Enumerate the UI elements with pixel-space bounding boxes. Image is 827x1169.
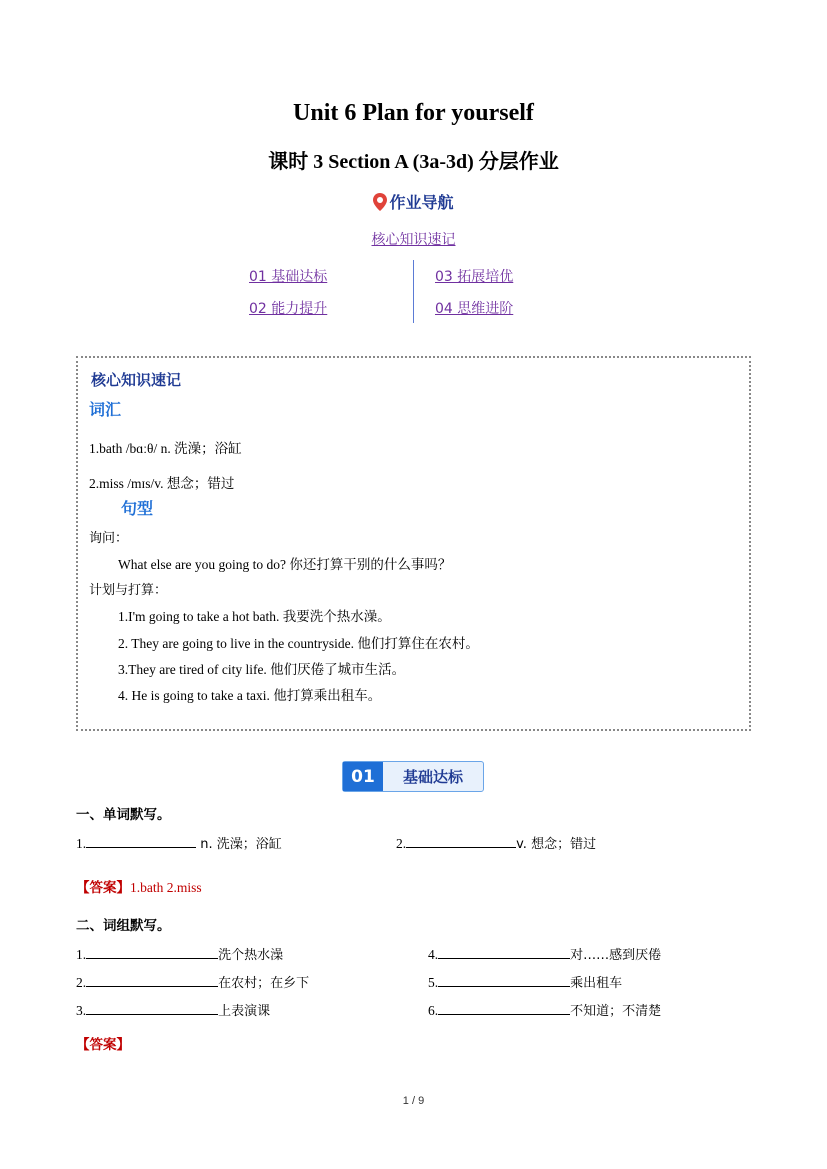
plan-label: 计划与打算： [89, 583, 168, 598]
q1-item-1-text: n. 洗澡；浴缸 [196, 837, 282, 852]
plan-sentence-2: 2. They are going to live in the countryside. 他们打算住在农村。 [118, 636, 479, 651]
homework-nav-title [0, 190, 827, 213]
q1-item-1 [76, 833, 282, 852]
q1-item-2-text: v. 想念；错过 [516, 837, 597, 852]
q2-item-5 [428, 972, 622, 991]
q2-item-5-num: 5. [428, 975, 439, 990]
q2-item-3 [76, 1000, 270, 1019]
q2-item-6-num: 6. [428, 1003, 439, 1018]
q2-answer-tag: 【答案】 [76, 1037, 130, 1053]
q2-item-1 [76, 944, 283, 963]
q1-item-2 [396, 833, 596, 852]
core-knowledge-tag: 核心知识速记 [91, 371, 182, 389]
document-title: Unit 6 Plan for yourself [293, 100, 534, 126]
section-badge [342, 761, 484, 792]
q2-item-1-text: 洗个热水澡 [218, 948, 284, 963]
q1-answer-text: 1.bath 2.miss [130, 880, 202, 895]
q2-item-5-text: 乘出租车 [570, 976, 623, 991]
q2-item-4-text: 对……感到厌倦 [570, 948, 662, 963]
ask-sentence: What else are you going to do? 你还打算干别的什么事吗？ [118, 557, 452, 572]
question-2-heading: 二、词组默写。 [76, 918, 171, 934]
plan-sentence-3: 3.They are tired of city life. 他们厌倦了城市生活。 [118, 662, 406, 677]
q1-blank-1[interactable] [86, 835, 196, 848]
q2-item-3-text: 上表演课 [218, 1004, 271, 1019]
vocab-item-1: 1.bath /bɑːθ/ n. 洗澡；浴缸 [89, 441, 242, 456]
location-pin-icon [373, 193, 387, 211]
nav-link-03[interactable]: 03 拓展培优 [435, 269, 514, 285]
ask-label: 询问： [89, 531, 129, 546]
nav-link-01[interactable]: 01 基础达标 [249, 269, 328, 285]
vocab-heading: 词汇 [89, 400, 122, 419]
document-subtitle: 课时 3 Section A (3a-3d) 分层作业 [268, 151, 559, 173]
page-number: 1 / 9 [402, 1095, 425, 1107]
q2-item-2 [76, 972, 309, 991]
q2-item-4-num: 4. [428, 947, 439, 962]
nav-link-core-knowledge[interactable]: 核心知识速记 [371, 232, 456, 248]
q2-item-1-num: 1. [76, 947, 87, 962]
nav-core-knowledge [0, 229, 827, 249]
sentence-heading: 句型 [121, 499, 154, 518]
q2-blank-6[interactable] [438, 1002, 570, 1015]
q2-item-3-num: 3. [76, 1003, 87, 1018]
q2-blank-1[interactable] [86, 946, 218, 959]
q2-blank-3[interactable] [86, 1002, 218, 1015]
q2-blank-4[interactable] [438, 946, 570, 959]
q2-answer [76, 1033, 130, 1053]
q2-item-6 [428, 1000, 661, 1019]
q1-blank-2[interactable] [406, 835, 516, 848]
nav-divider [413, 260, 414, 323]
q2-blank-5[interactable] [438, 974, 570, 987]
q1-answer [76, 876, 202, 896]
q2-item-2-num: 2. [76, 975, 87, 990]
plan-sentence-1: 1.I'm going to take a hot bath. 我要洗个热水澡。 [118, 609, 391, 624]
question-1-heading: 一、单词默写。 [76, 807, 171, 823]
q2-blank-2[interactable] [86, 974, 218, 987]
q1-item-1-num: 1. [76, 836, 87, 851]
q2-item-6-text: 不知道；不清楚 [570, 1004, 662, 1019]
section-label: 基础达标 [402, 768, 463, 786]
q1-item-2-num: 2. [396, 836, 407, 851]
q1-answer-tag: 【答案】 [76, 880, 130, 896]
nav-link-04[interactable]: 04 思维进阶 [435, 301, 514, 317]
q2-item-4 [428, 944, 661, 963]
section-number: 01 [343, 762, 383, 791]
vocab-item-2: 2.miss /mɪs/v. 想念；错过 [89, 476, 235, 491]
q2-item-2-text: 在农村；在乡下 [218, 976, 310, 991]
plan-sentence-4: 4. He is going to take a taxi. 他打算乘出租车。 [118, 688, 382, 703]
homework-nav-label: 作业导航 [389, 193, 454, 212]
nav-link-02[interactable]: 02 能力提升 [249, 301, 328, 317]
